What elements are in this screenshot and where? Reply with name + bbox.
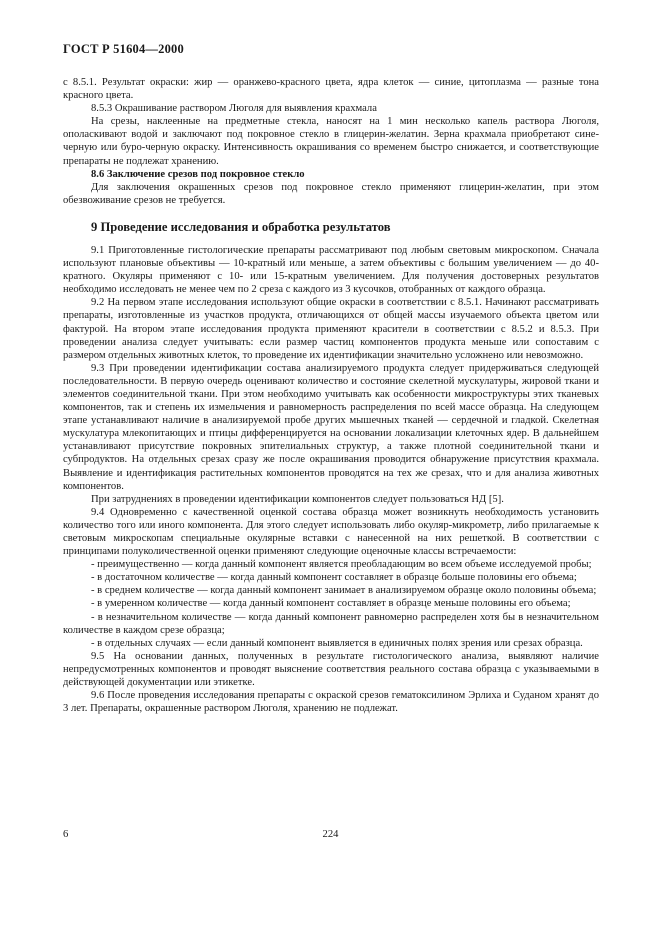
paragraph-9-1: 9.1 Приготовленные гистологические препараты рассматривают под любым световым микроскопом. Сначала используют плановые объективы — 10-кратный или меньше, а затем объективы с большим увеличением — до 40-кратного. Окуляры применяют с 10- или 15-кратным увеличением. Для получения достоверных результатов необходимо исследовать не менее чем по 2 среза с каждого из 3 кусочков, отобранных от каждого образца.	[63, 244, 599, 296]
list-item: - в незначительном количестве — когда данный компонент равномерно распределен хотя бы в незначительном количестве в каждом срезе образца;	[63, 611, 599, 636]
subsection-heading-bold: 8.6 Заключение срезов под покровное стекло	[91, 168, 305, 180]
standard-header: ГОСТ Р 51604—2000	[63, 42, 184, 56]
list-item: - преимущественно — когда данный компонент является преобладающим во всем объеме исследуемой пробы;	[91, 559, 592, 571]
paragraph: На срезы, наклеенные на предметные стекла, наносят на 1 мин несколько капель раствора Люголя, ополаскивают водой и заключают под покровное стекло в глицерин-желатин. Зерна крахмала приобретают сине-черную или буро-черную окраску. Интенсивность окрашивания со временем быстро снижается, и соответствующие препараты не подлежат хранению.	[63, 116, 599, 167]
paragraph: Для заключения окрашенных срезов под покровное стекло применяют глицерин-желатин, при этом обезвоживание срезов не требуется.	[63, 181, 599, 206]
page-number-left: 6	[63, 829, 69, 840]
list-item: - в среднем количестве — когда данный компонент занимает в анализируемом образце около половины объема;	[91, 585, 597, 597]
page-number-center: 224	[322, 829, 339, 840]
subsection-heading: 8.5.3 Окрашивание раствором Люголя для выявления крахмала	[91, 103, 377, 115]
document-body	[63, 76, 599, 715]
paragraph: с 8.5.1. Результат окраски: жир — оранжево-красного цвета, ядра клеток — синие, цитоплазма — разные тона красного цвета.	[63, 77, 599, 102]
paragraph-note: При затруднениях в проведении идентификации компонентов следует пользоваться НД [5].	[91, 493, 504, 505]
list-item: - в достаточном количестве — когда данный компонент составляет в образце больше половины его объема;	[91, 572, 577, 584]
section-title: 9 Проведение исследования и обработка результатов	[91, 219, 391, 234]
paragraph-9-5: 9.5 На основании данных, полученных в результате гистологического анализа, выявляют наличие непредусмотренных компонентов и проводят выяснение соответствия реального состава образца с указываемыми в действующей документации или этикетке.	[63, 650, 599, 689]
paragraph-9-2: 9.2 На первом этапе исследования используют общие окраски в соответствии с 8.5.1. Начинают рассматривать препараты, изготовленные из участков продукта, отличающихся от общей массы изучаемого объекта цветом или фактурой. На втором этапе исследования продукта применяют красители в соответствии с 8.5.2 и 8.5.3. При проведении анализа следует учитывать: если размер частиц компонентов продукта меньше или сопоставим с размером отдельных животных клеток, то проведение их идентификации значительно усложнено или невозможно.	[63, 297, 599, 361]
paragraph-9-3: 9.3 При проведении идентификации состава анализируемого продукта следует придерживаться следующей последовательности. В первую очередь оценивают количество и состояние скелетной мускулатуры, жировой ткани и элементов соединительной ткани. При этом необходимо учитывать как особенности микроструктуры этих тканевых компонентов, так и степень их измельчения и равномерность распределения по всей массе образца. На следующем этапе устанавливают наличие в анализируемой пробе других мышечных тканей — сердечной и гладкой. Скелетная мускулатура млекопитающих и птицы дифференцируется на основании локализации клеточных ядер. В дальнейшем устанавливают присутствие покровных эпителиальных структур, а также плотной соединительной ткани и субпродуктов. На отдельных срезах сразу же после окрашивания проводится обнаружение присутствия крахмала. Выявление и идентификация растительных компонентов проводятся на тех же срезах, что и для анализа животных компонентов.	[63, 362, 599, 492]
list-item: - в умеренном количестве — когда данный компонент составляет в образце меньше половины его объема;	[91, 598, 571, 610]
paragraph-9-4: 9.4 Одновременно с качественной оценкой состава образца может возникнуть необходимость установить количество того или иного компонента. Для этого следует использовать либо окуляр-микрометр, либо прилагаемые к световым микроскопам специальные окулярные вставки с нанесенной на них решеткой. В соответствии с принципами полуколичественной оценки применяют следующие оценочные классы встречаемости:	[63, 506, 599, 558]
paragraph-9-6: 9.6 После проведения исследования препараты с окраской срезов гематоксилином Эрлиха и Суданом хранят до 3 лет. Препараты, окрашенные раствором Люголя, хранению не подлежат.	[63, 690, 599, 715]
list-item: - в отдельных случаях — если данный компонент выявляется в единичных полях зрения или срезах образца.	[91, 637, 583, 649]
